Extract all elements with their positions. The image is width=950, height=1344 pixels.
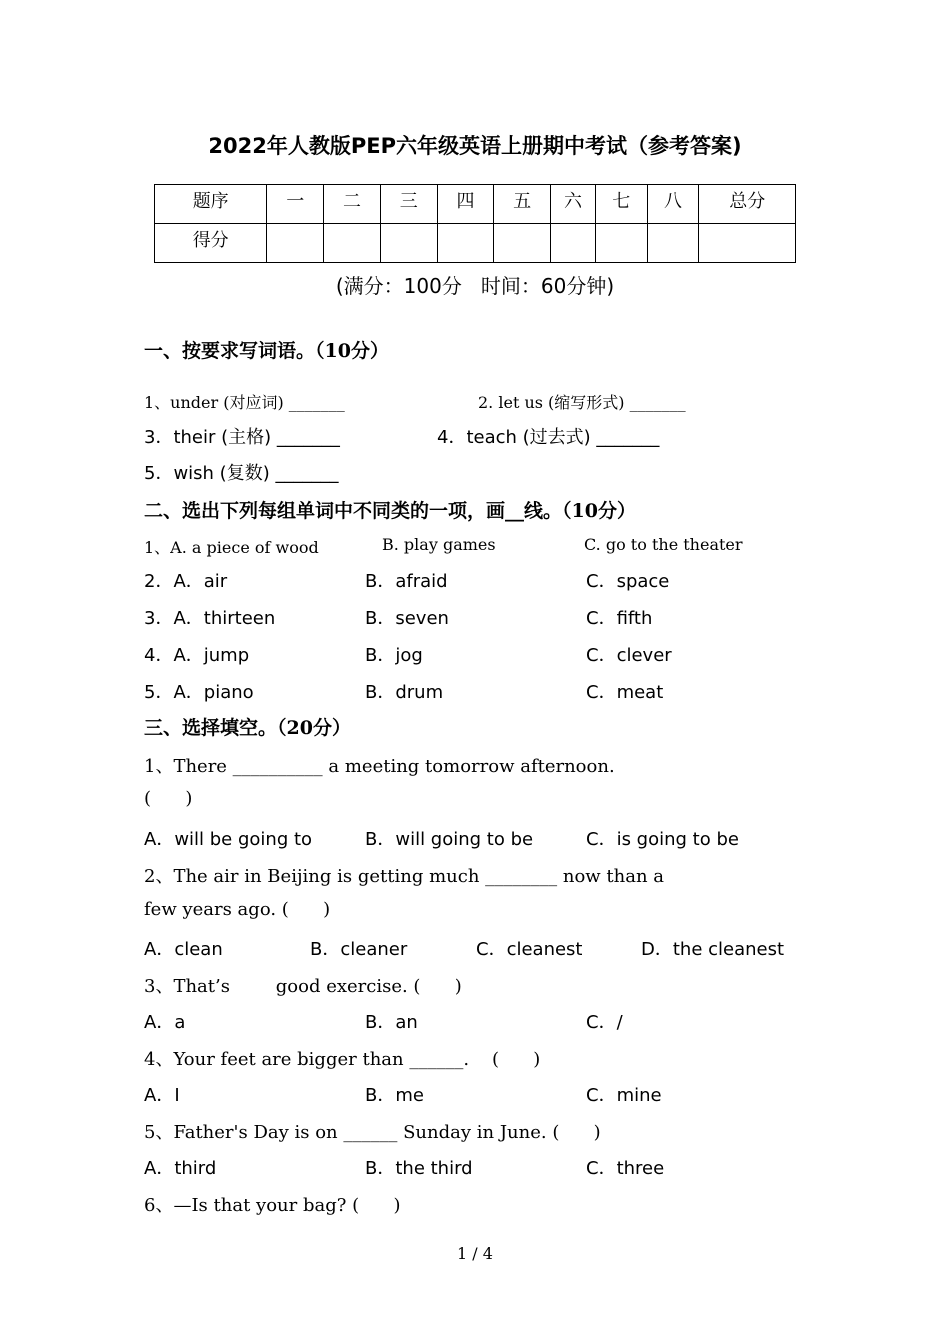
question-text: 4、Your feet are bigger than ______. ( ) bbox=[144, 1049, 541, 1070]
option-text: 1、A. a piece of wood bbox=[144, 538, 319, 557]
option-text: A．will be going to bbox=[144, 829, 313, 850]
answer-paren: ( ) bbox=[144, 788, 193, 809]
score-cell: 七 bbox=[595, 185, 647, 224]
option-text: B．drum bbox=[365, 682, 444, 703]
question-text: 1、There __________ a meeting tomorrow afternoon. bbox=[144, 756, 615, 777]
option-text: 2．A．air bbox=[144, 571, 228, 592]
option-text: 5．A．piano bbox=[144, 682, 254, 703]
question-text: 2、The air in Beijing is getting much ________ now than a bbox=[144, 866, 665, 887]
score-cell: 得分 bbox=[155, 224, 267, 263]
option-text: D．the cleanest bbox=[641, 939, 785, 960]
score-cell: 二 bbox=[324, 185, 381, 224]
option-text: A．clean bbox=[144, 939, 223, 960]
score-cell: 六 bbox=[551, 185, 596, 224]
option-text: C．cleanest bbox=[476, 939, 583, 960]
question-text: few years ago. ( ) bbox=[144, 899, 331, 920]
score-blank-cell bbox=[324, 224, 381, 263]
option-text: B．jog bbox=[365, 645, 423, 666]
option-text: A．a bbox=[144, 1012, 186, 1033]
option-text: B．an bbox=[365, 1012, 418, 1033]
score-blank-cell bbox=[267, 224, 324, 263]
option-text: C．clever bbox=[586, 645, 672, 666]
question-text: 5．wish (复数) _______ bbox=[144, 463, 339, 484]
page-title: 2022年人教版PEP六年级英语上册期中考试（参考答案) bbox=[208, 134, 742, 158]
section-1-heading: 一、按要求写词语。（10分） bbox=[144, 340, 389, 362]
option-text: B．will going to be bbox=[365, 829, 534, 850]
section-2-heading: 二、选出下列每组单词中不同类的一项，画__线。（10分） bbox=[144, 500, 636, 522]
score-cell: 一 bbox=[267, 185, 324, 224]
score-blank-cell bbox=[437, 224, 494, 263]
option-text: B．the third bbox=[365, 1158, 473, 1179]
full-score-note: (满分：100分 时间：60分钟) bbox=[335, 274, 615, 298]
score-blank-cell bbox=[380, 224, 437, 263]
option-text: B．cleaner bbox=[310, 939, 408, 960]
question-text: 3．their (主格) _______ bbox=[144, 427, 340, 448]
option-text: C．fifth bbox=[586, 608, 653, 629]
score-cell: 八 bbox=[647, 185, 699, 224]
score-table bbox=[154, 184, 796, 263]
option-text: C. go to the theater bbox=[584, 535, 743, 554]
option-text: A．third bbox=[144, 1158, 217, 1179]
option-text: C．space bbox=[586, 571, 670, 592]
option-text: B．me bbox=[365, 1085, 424, 1106]
option-text: 3．A．thirteen bbox=[144, 608, 276, 629]
score-blank-cell bbox=[699, 224, 796, 263]
section-3-heading: 三、选择填空。（20分） bbox=[144, 717, 351, 739]
option-text: C．/ bbox=[586, 1012, 623, 1033]
page-number: 1 / 4 bbox=[457, 1244, 493, 1263]
option-text: B. play games bbox=[382, 535, 496, 554]
option-text: C．is going to be bbox=[586, 829, 739, 850]
question-text: 2. let us (缩写形式) _______ bbox=[478, 393, 686, 412]
score-cell: 总分 bbox=[699, 185, 796, 224]
question-text: 1、under (对应词) _______ bbox=[144, 393, 345, 412]
score-cell: 题序 bbox=[155, 185, 267, 224]
score-blank-cell bbox=[551, 224, 596, 263]
score-cell: 四 bbox=[437, 185, 494, 224]
score-table-score-row bbox=[155, 224, 796, 263]
option-text: 4．A．jump bbox=[144, 645, 250, 666]
score-blank-cell bbox=[647, 224, 699, 263]
score-cell: 五 bbox=[494, 185, 551, 224]
option-text: A．I bbox=[144, 1085, 180, 1106]
score-cell: 三 bbox=[380, 185, 437, 224]
question-text: 5、Father's Day is on ______ Sunday in June. ( ) bbox=[144, 1122, 601, 1143]
score-blank-cell bbox=[494, 224, 551, 263]
question-text: 6、—Is that your bag? ( ) bbox=[144, 1195, 401, 1216]
option-text: C．mine bbox=[586, 1085, 662, 1106]
option-text: B．seven bbox=[365, 608, 449, 629]
score-blank-cell bbox=[595, 224, 647, 263]
question-text: 3、That’s good exercise. ( ) bbox=[144, 976, 462, 997]
option-text: B．afraid bbox=[365, 571, 448, 592]
option-text: C．three bbox=[586, 1158, 665, 1179]
question-text: 4．teach (过去式) _______ bbox=[437, 427, 660, 448]
option-text: C．meat bbox=[586, 682, 664, 703]
score-table-header-row bbox=[155, 185, 796, 224]
